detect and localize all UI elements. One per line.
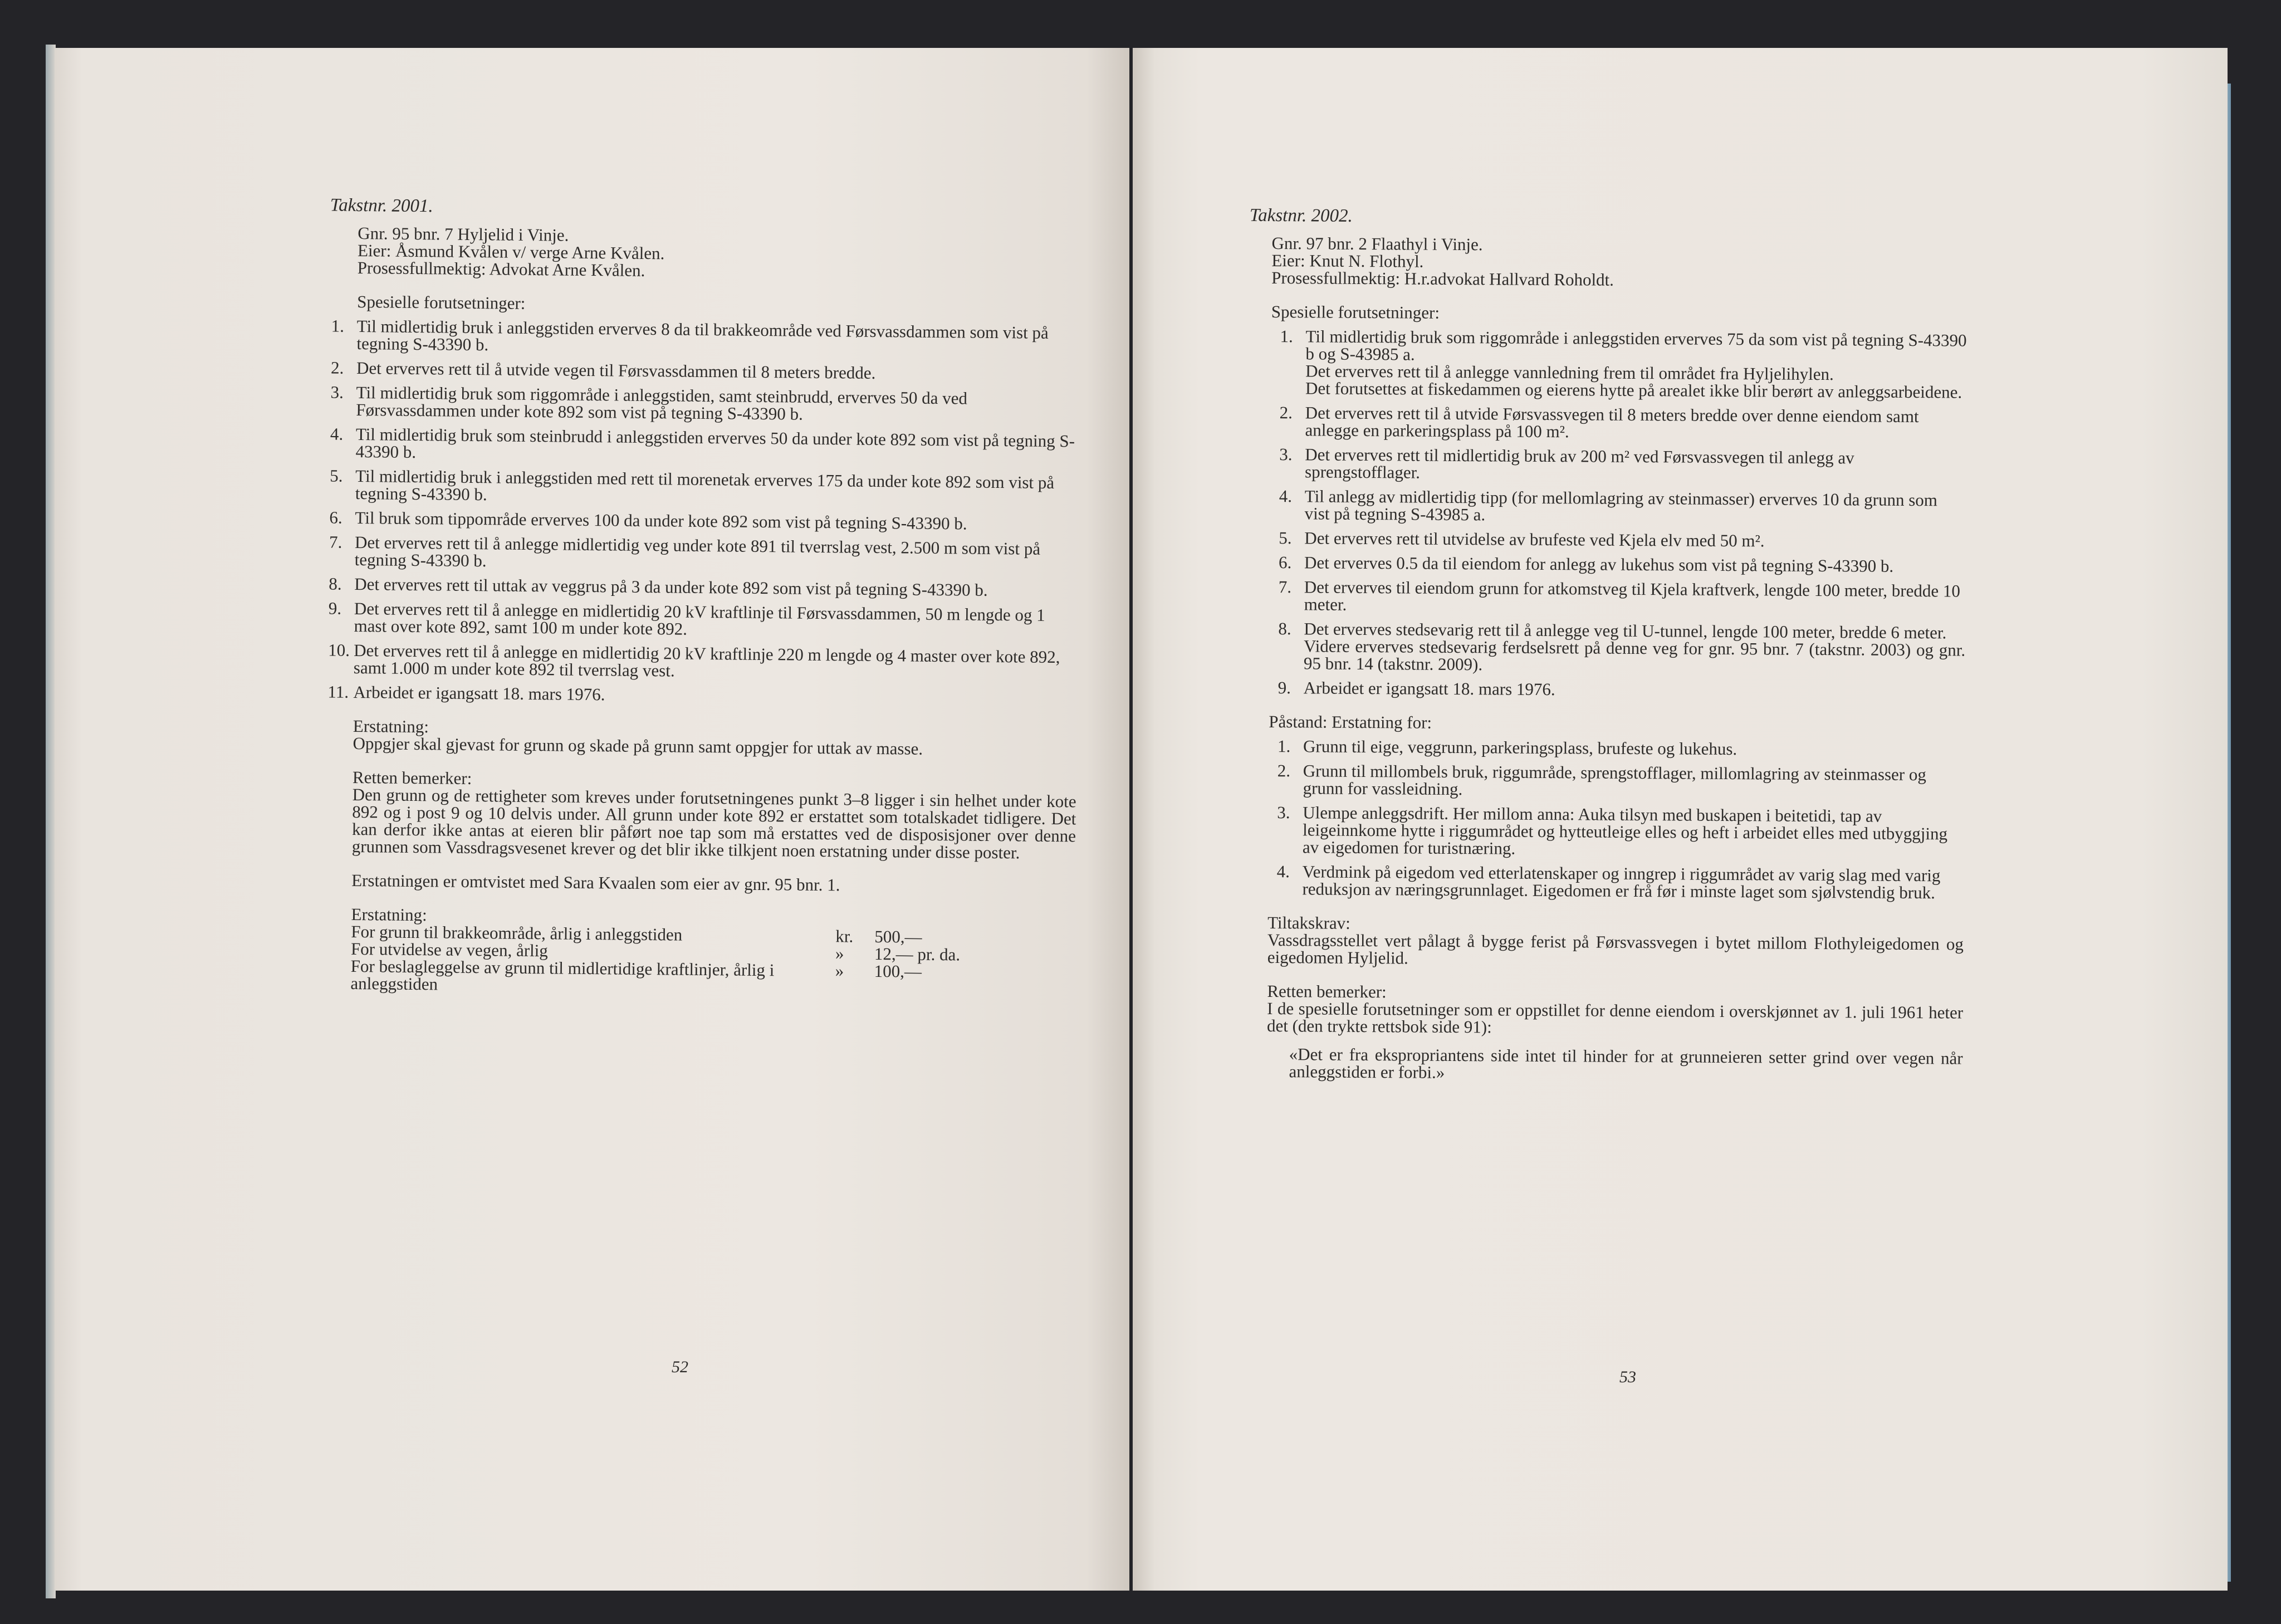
list-item: 6. Det erverves 0.5 da til eiendom for anlegg av lukehus som vist på tegning S-43390 b. (1278, 552, 1894, 576)
list-item: 10. Det erverves rett til å anlegge en midlertidig 20 kV kraftlinje 220 m lengde og 4 master over kote 892, samt 1.000 m under kote 892 til tverrslag vest. (328, 640, 1060, 681)
table-row: For beslagleggelse av grunn til midlertidige kraftlinjer, årlig i anleggstiden » 100,— (350, 956, 922, 994)
paragraph: Oppgjer skal gjevast for grunn og skade på grunn samt oppgjer for uttak av masse. (353, 733, 923, 759)
list-item: 6. Til bruk som tippområde erverves 100 da under kote 892 som vist på tegning S-43390 b. (329, 507, 967, 534)
table-row: For utvidelse av vegen, årlig » 12,— pr. da. (350, 938, 961, 965)
conditions-list (327, 316, 1081, 707)
property-line: Gnr. 95 bnr. 7 Hyljelid i Vinje. (358, 223, 569, 245)
list-item: 3. Til midlertidig bruk som riggområde i anleggstiden, samt steinbrudd, erverves 50 da ved Førsvassdammen under kote 892 som vist på tegning S-43390 b. (330, 382, 968, 424)
section-title: Spesielle forutsetninger: (1271, 301, 1440, 322)
section-title: Erstatning: (351, 904, 427, 925)
list-item: 4. Til midlertidig bruk som steinbrudd i anleggstiden erverves 50 da under kote 892 som vist på tegning S-43390 b. (330, 424, 1075, 462)
attorney-line: Prosessfullmektig: H.r.advokat Hallvard Roholdt. (1271, 267, 1614, 290)
list-item: 3. Det erverves rett til midlertidig bruk av 200 m² ved Førsvassvegen til anlegg av sprengstofflager. (1279, 444, 1854, 482)
left-page-text (327, 195, 1082, 999)
section-title: Tiltakskrav: (1267, 912, 1350, 933)
property-line: Gnr. 97 bnr. 2 Flaathyl i Vinje. (1271, 233, 1483, 255)
section-title: Retten bemerker: (352, 767, 472, 789)
list-item: 7. Det erverves til eiendom grunn for atkomstveg til Kjela kraftverk, lengde 100 meter, bredde 10 meter. (1278, 577, 1961, 614)
compensation-table (350, 923, 980, 998)
case-heading: Takstnr. 2001. (330, 195, 433, 217)
list-item: 8. Det erverves rett til uttak av veggrus på 3 da under kote 892 som vist på tegning S-43390 b. (329, 574, 988, 600)
list-item: 1. Grunn til eige, veggrunn, parkeringsplass, brufeste og lukehus. (1277, 736, 1737, 759)
paragraph: Vassdragsstellet vert pålagt å bygge ferist på Førsvassvegen i bytet millom Flothyleigedomen og eigedomen Hyljelid. (1267, 930, 1964, 968)
list-item: 1. Til midlertidig bruk som riggområde i anleggstiden erverves 75 da som vist på tegning S-43390 b og S-43985 a. Det erverves rett til å anlegge vannledning frem til området fra Hyljelihylen. Det forutsettes at fiskedammen og eierens hytte på arealet ikke blir berørt av anleggsarbeidene. (1280, 326, 1967, 402)
claims-list (1276, 736, 1965, 903)
case-heading: Takstnr. 2002. (1249, 205, 1353, 226)
section-title: Påstand: Erstatning for: (1269, 711, 1432, 732)
list-item: 5. Til midlertidig bruk i anleggstiden med rett til morenetak erverves 175 da under kote 892 som vist på tegning S-43390 b. (330, 466, 1055, 505)
list-item: 2. Det erverves rett til å utvide vegen til Førsvassdammen til 8 meters bredde. (330, 358, 876, 383)
left-page (55, 48, 1129, 1591)
paragraph: Den grunn og de rettigheter som kreves under forutsetningenes punkt 3–8 ligger i sin helhet under kote 892 og i post 9 og 10 delvis under. All grunn under kote 892 er erstattet som totalskadet tidligere. Det kan derfor ikke antas at eieren blir påført noe tap som må erstattes ved de disposisjoner over denne grunnen som Vassdragsvesenet krever og det blir ikke tilkjent noen erstatning under disse poster. (351, 784, 1076, 863)
list-item: 7. Det erverves rett til å anlegge midlertidig veg under kote 891 til tverrslag vest, 2.500 m som vist på tegning S-43390 b. (329, 532, 1041, 571)
page-number: 53 (1619, 1368, 1636, 1386)
section-title: Spesielle forutsetninger: (357, 291, 526, 313)
list-item: 1. Til midlertidig bruk i anleggstiden erverves 8 da til brakkeområde ved Førsvassdammen som vist på tegning S-43390 b. (331, 316, 1049, 355)
page-number: 52 (672, 1358, 688, 1376)
table-row: For grunn til brakkeområde, årlig i anleggstiden kr. 500,— (351, 921, 922, 947)
list-item: 2. Det erverves rett til å utvide Førsvassvegen til 8 meters bredde over denne eiendom samt anlegge en parkeringsplass på 100 m². (1279, 403, 1919, 442)
owner-line: Eier: Åsmund Kvålen v/ verge Arne Kvålen. (357, 240, 665, 263)
section-title: Erstatning: (353, 716, 429, 737)
list-item: 11. Arbeidet er igangsatt 18. mars 1976. (327, 682, 605, 705)
list-item: 3. Ulempe anleggsdrift. Her millom anna: Auka tilsyn med buskapen i beitetidi, tap av leigeinnkome hytte i riggumrådet og hytteutleige elles og heft i arbeidet elles med utbyggjing av eigedomen for turistnæring. (1277, 803, 1948, 858)
owner-line: Eier: Knut N. Flothyl. (1271, 250, 1424, 271)
section-title: Retten bemerker: (1267, 981, 1387, 1002)
attorney-line: Prosessfullmektig: Advokat Arne Kvålen. (357, 257, 645, 280)
paragraph: Erstatningen er omtvistet med Sara Kvaalen som eier av gnr. 95 bnr. 1. (351, 870, 840, 895)
right-page-text (1249, 205, 1968, 1084)
right-page (1133, 48, 2228, 1591)
list-item: 4. Verdmink på eigedom ved etterlatenskaper og inngrep i riggumrådet av varig slag med varig reduksjon av næringsgrunnlaget. Eigedomen er frå før i minste laget som sjølvstendig bruk. (1276, 862, 1941, 903)
list-item: 5. Det erverves rett til utvidelse av brufeste ved Kjela elv med 50 m². (1279, 528, 1765, 551)
list-item: 4. Til anlegg av midlertidig tipp (for mellomlagring av steinmasser) erverves 10 da grunn som vist på tegning S-43985 a. (1279, 486, 1938, 525)
paragraph: I de spesielle forutsetninger som er oppstillet for denne eiendom i overskjønnet av 1. juli 1961 heter det (den trykte rettsbok side 91): (1266, 998, 1964, 1037)
quotation: «Det er fra ekspropriantens side intet til hinder for at grunneieren setter grind over vegen når anleggstiden er forbi.» (1289, 1044, 1963, 1082)
conditions-list (1277, 326, 1967, 700)
list-item: 9. Arbeidet er igangsatt 18. mars 1976. (1277, 678, 1555, 700)
list-item: 9. Det erverves rett til å anlegge en midlertidig 20 kV kraftlinje til Førsvassdammen, 50 m lengde og 1 mast over kote 892, samt 100 m under kote 892. (328, 598, 1045, 639)
list-item: 8. Det erverves stedsevarig rett til å anlegge veg til U-tunnel, lengde 100 meter, bredde 6 meter. Videre erverves stedsevarig ferdselsrett på denne veg for gnr. 95 bnr. 7 (takstnr. 2003) og gnr. 95 bnr. 14 (takstnr. 2009). (1278, 619, 1966, 674)
list-item: 2. Grunn til millombels bruk, riggumråde, sprengstofflager, millomlagring av steinmasser og grunn for vassleidning. (1277, 761, 1927, 799)
